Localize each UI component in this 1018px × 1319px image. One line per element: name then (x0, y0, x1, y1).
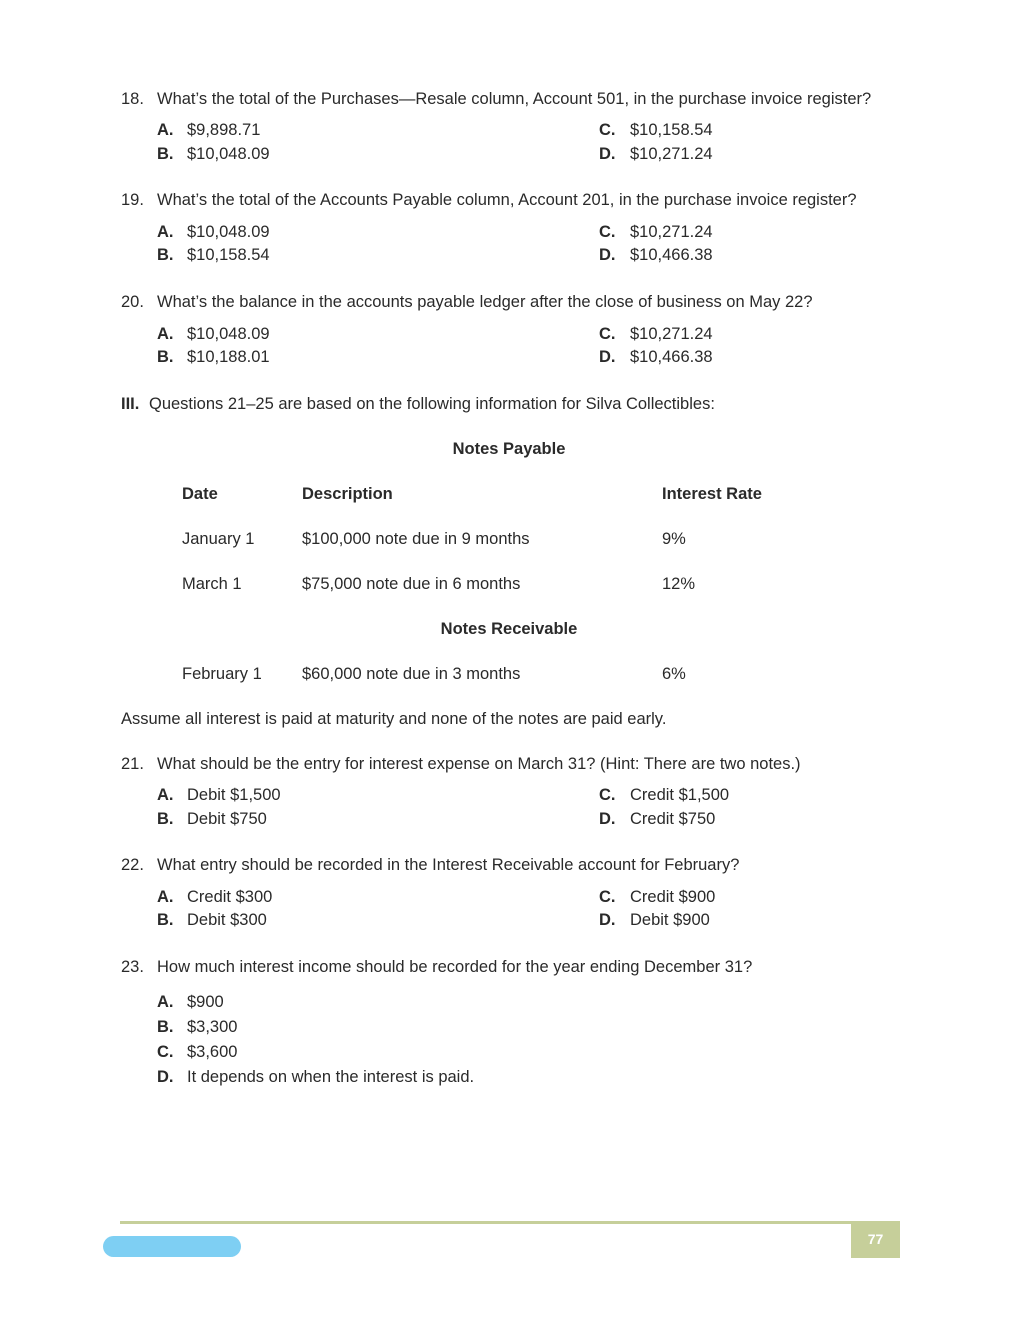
question-number: 20. (121, 293, 144, 311)
option-letter: D. (157, 1068, 174, 1086)
option-text: Credit $300 (187, 888, 273, 906)
option-letter: B. (157, 911, 174, 929)
option-letter: B. (157, 810, 174, 828)
option-text: $900 (187, 993, 224, 1011)
option-text: $10,271.24 (630, 325, 713, 343)
table-cell-description: $100,000 note due in 9 months (302, 530, 530, 548)
option-letter: A. (157, 888, 174, 906)
question-text: What’s the balance in the accounts payable ledger after the close of business on May 22? (157, 293, 813, 311)
option-text: Debit $300 (187, 911, 267, 929)
table-cell-rate: 6% (662, 665, 686, 683)
table-cell-description: $60,000 note due in 3 months (302, 665, 521, 683)
option-letter: D. (599, 911, 616, 929)
option-letter: B. (157, 145, 174, 163)
page-number: 77 (851, 1221, 900, 1258)
section-intro-text: Questions 21–25 are based on the following information for Silva Collectibles: (149, 395, 715, 413)
option-letter: A. (157, 325, 174, 343)
option-letter: C. (599, 325, 616, 343)
option-letter: D. (599, 145, 616, 163)
question-number: 22. (121, 856, 144, 874)
question-text: How much interest income should be recorded for the year ending December 31? (157, 958, 753, 976)
option-text: $10,466.38 (630, 246, 713, 264)
option-text: $10,271.24 (630, 223, 713, 241)
question-number: 21. (121, 755, 144, 773)
option-text: Credit $900 (630, 888, 716, 906)
option-text: $10,158.54 (630, 121, 713, 139)
option-text: It depends on when the interest is paid. (187, 1068, 475, 1086)
option-text: $10,188.01 (187, 348, 270, 366)
section-numeral: III. (121, 395, 140, 413)
option-text: Credit $750 (630, 810, 716, 828)
option-text: $10,158.54 (187, 246, 270, 264)
header-date: Date (182, 485, 218, 503)
option-letter: A. (157, 223, 174, 241)
table-cell-date: February 1 (182, 665, 262, 683)
table-cell-rate: 12% (662, 575, 696, 593)
assumption-text: Assume all interest is paid at maturity and none of the notes are paid early. (121, 710, 667, 728)
question-text: What’s the total of the Purchases—Resale column, Account 501, in the purchase invoice register? (157, 90, 872, 108)
question-number: 18. (121, 90, 144, 108)
redaction-mark (103, 1236, 241, 1257)
option-letter: A. (157, 786, 174, 804)
option-text: $10,466.38 (630, 348, 713, 366)
option-text: $10,048.09 (187, 223, 270, 241)
option-text: $3,600 (187, 1043, 238, 1061)
table-cell-rate: 9% (662, 530, 686, 548)
table-cell-date: March 1 (182, 575, 242, 593)
header-interest-rate: Interest Rate (662, 485, 762, 503)
question-number: 23. (121, 958, 144, 976)
option-letter: A. (157, 993, 174, 1011)
option-letter: C. (599, 121, 616, 139)
option-letter: D. (599, 810, 616, 828)
option-letter: B. (157, 1018, 174, 1036)
option-text: $3,300 (187, 1018, 238, 1036)
option-letter: B. (157, 246, 174, 264)
option-text: $10,048.09 (187, 145, 270, 163)
option-letter: A. (157, 121, 174, 139)
footer-rule (120, 1221, 900, 1224)
option-letter: B. (157, 348, 174, 366)
option-text: $9,898.71 (187, 121, 261, 139)
option-letter: D. (599, 246, 616, 264)
notes-receivable-title: Notes Receivable (440, 620, 578, 638)
option-letter: C. (599, 888, 616, 906)
option-text: Debit $900 (630, 911, 710, 929)
table-cell-description: $75,000 note due in 6 months (302, 575, 521, 593)
question-number: 19. (121, 191, 144, 209)
option-letter: C. (599, 786, 616, 804)
notes-payable-title: Notes Payable (452, 440, 566, 458)
option-text: Credit $1,500 (630, 786, 730, 804)
question-text: What entry should be recorded in the Interest Receivable account for February? (157, 856, 740, 874)
question-text: What should be the entry for interest expense on March 31? (Hint: There are two notes.) (157, 755, 801, 773)
header-description: Description (302, 485, 393, 503)
table-cell-date: January 1 (182, 530, 255, 548)
question-text: What’s the total of the Accounts Payable column, Account 201, in the purchase invoice register? (157, 191, 857, 209)
option-text: $10,271.24 (630, 145, 713, 163)
option-text: Debit $750 (187, 810, 267, 828)
option-letter: D. (599, 348, 616, 366)
option-text: $10,048.09 (187, 325, 270, 343)
option-letter: C. (157, 1043, 174, 1061)
option-letter: C. (599, 223, 616, 241)
option-text: Debit $1,500 (187, 786, 281, 804)
